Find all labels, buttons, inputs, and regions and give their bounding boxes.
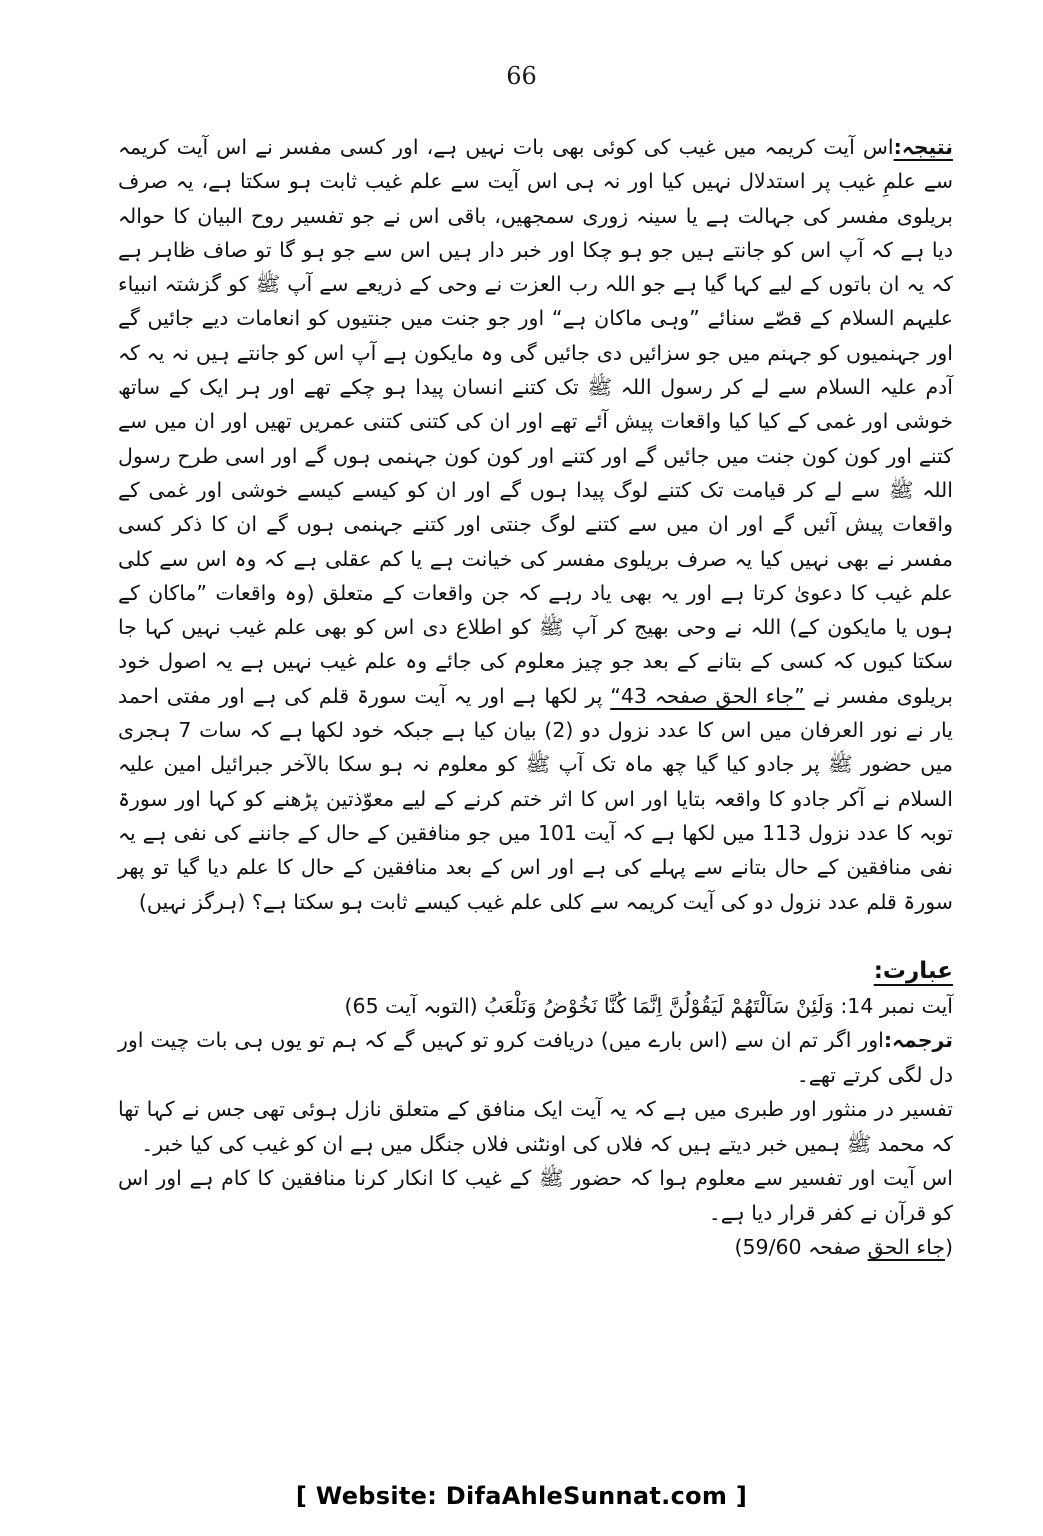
page-number: 66: [506, 62, 537, 90]
ayah-arabic-text: وَلَئِنْ سَاَلْتَهُمْ لَيَقُوْلُنَّ اِنَّمَا كُنَّا نَخُوْضُ وَنَلْعَبُ: [484, 993, 834, 1018]
tafsir-paragraph: تفسیر در منثور اور طبری میں ہے کہ یہ آیت ایک منافق کے متعلق نازل ہوئی تھی جس نے کہا تھا کہ محمد ﷺ ہمیں خبر دیتے ہیں کہ فلاں کی اونٹنی فلاں جنگل میں ہے ان کو غیب کی کیا خبر۔: [118, 1097, 953, 1156]
reference-open: (: [945, 1235, 953, 1260]
ayah-line: [118, 989, 953, 1024]
conclusion-text-continued: پر لکھا ہے اور یہ آیت سورۃ قلم کی ہے اور مفتی احمد یار نے نور العرفان میں اس کا عدد نزول دو (2) بیان کیا ہے جبکہ خود لکھا ہے کہ سات 7 ہجری میں حضور ﷺ پر جادو کیا گیا چھ ماہ تک آپ ﷺ کو معلوم نہ ہو سکا بالآخر جبرائیل امین علیہ السلام نے آکر جادو کا واقعہ بتایا اور اس کا اثر ختم کرنے کے لیے معوّذتین پڑھنے کو کہا اور سورۃ توبہ کا عدد نزول 113 میں لکھا ہے کہ آیت 101 میں جو منافقین کے حال کے جاننے کی نفی ہے یہ نفی منافقین کے حال بتانے سے پہلے کی ہے اور اس کے بعد منافقین کے حال کا علم دیا گیا تو پھر سورۃ قلم عدد نزول دو کی آیت کریمہ سے کلی علم غیب کیسے ثابت ہو سکتا ہے؟ (ہرگز نہیں): [118, 683, 953, 914]
reference-book: جاء الحق: [867, 1235, 945, 1260]
ibarat-conclusion-paragraph: اس آیت اور تفسیر سے معلوم ہوا کہ حضور ﷺ کے غیب کا انکار کرنا منافقین کا کام ہے اور اس کو قرآن نے کفر قرار دیا ہے۔: [118, 1166, 953, 1225]
website-footer: [ Website: DifaAhleSunnat.com ]: [295, 1482, 748, 1510]
translation-paragraph: [118, 1023, 953, 1092]
page-body: [118, 130, 953, 1265]
conclusion-text: اس آیت کریمہ میں غیب کی کوئی بھی بات نہیں ہے، اور کسی مفسر نے اس آیت کریمہ سے علمِ غیب پر استدلال نہیں کیا اور نہ ہی اس آیت سے علم غیب ثابت ہو سکتا ہے، یہ صرف بریلوی مفسر کی جہالت ہے یا سینہ زوری سمجھیں، باقی اس نے جو تفسیر روح البیان کا حوالہ دیا ہے کہ آپ اس کو جانتے ہیں جو ہو چکا اور خبر دار ہیں اس سے جو ہو گا تو صاف ظاہر ہے کہ یہ ان باتوں کے لیے کہا گیا ہے جو اللہ رب العزت نے وحی کے ذریعے سے آپ ﷺ کو گزشتہ انبیاء علیہم السلام کے قصّے سنائے ”وہی ماکان ہے“ اور جو جنت میں جنتیوں کو انعامات دیے جائیں گے اور جہنمیوں کو جہنم میں جو سزائیں دی جائیں گی وہ مایکون ہے آپ اس کو جانتے ہیں نہ یہ کہ آدم علیہ السلام سے لے کر رسول اللہ ﷺ تک کتنے انسان پیدا ہو چکے تھے اور ہر ایک کے ساتھ خوشی اور غمی کے کیا کیا واقعات پیش آئے تھے اور ان کی کتنی کتنی عمریں تھیں اور ان میں سے کتنے اور کون کون جنت میں جائیں گے اور کتنے اور کون کون جہنمی ہوں گے اور اسی طرح رسول اللہ ﷺ سے لے کر قیامت تک کتنے لوگ پیدا ہوں گے اور ان کو کیسے کیسے خوشی اور غمی کے واقعات پیش آئیں گے اور ان میں سے کتنے لوگ جنتی اور کتنے جہنمی ہوں گے ان کا ذکر کسی مفسر نے بھی نہیں کیا یہ صرف بریلوی مفسر کی خیانت ہے یا کم عقلی ہے کہ وہ اس سے کلی علم غیب کا دعویٰ کرتا ہے اور یہ بھی یاد رہے کہ جن واقعات کے متعلق (وہ واقعات ”ماکان کے ہوں یا مایکون کے) اللہ نے وحی بھیج کر آپ ﷺ کو اطلاع دی اس کو بھی علم غیب نہیں کہا جا سکتا کیوں کہ کسی کے بتانے کے بعد جو چیز معلوم کی جائے وہ علم غیب نہیں ہے یہ اصول خود بریلوی مفسر نے: [118, 135, 953, 708]
ayah-reference: (التوبہ آیت 65): [344, 993, 478, 1018]
translation-label: ترجمہ:: [883, 1028, 953, 1053]
conclusion-label: نتیجہ:: [893, 135, 953, 159]
conclusion-paragraph: [118, 130, 953, 919]
conclusion-reference: ”جاء الحق صفحہ 43“: [610, 683, 805, 708]
translation-text: اور اگر تم ان سے (اس بارے میں) دریافت کرو تو کہیں گے کہ ہم تو یوں ہی بات چیت اور دل لگی کرتے تھے۔: [118, 1028, 953, 1087]
ibarat-reference: [118, 1230, 953, 1265]
reference-pages: صفحہ 59/60): [734, 1235, 862, 1260]
ayah-label: آیت نمبر 14:: [840, 993, 953, 1018]
ibarat-heading: عبارت:: [873, 957, 953, 984]
